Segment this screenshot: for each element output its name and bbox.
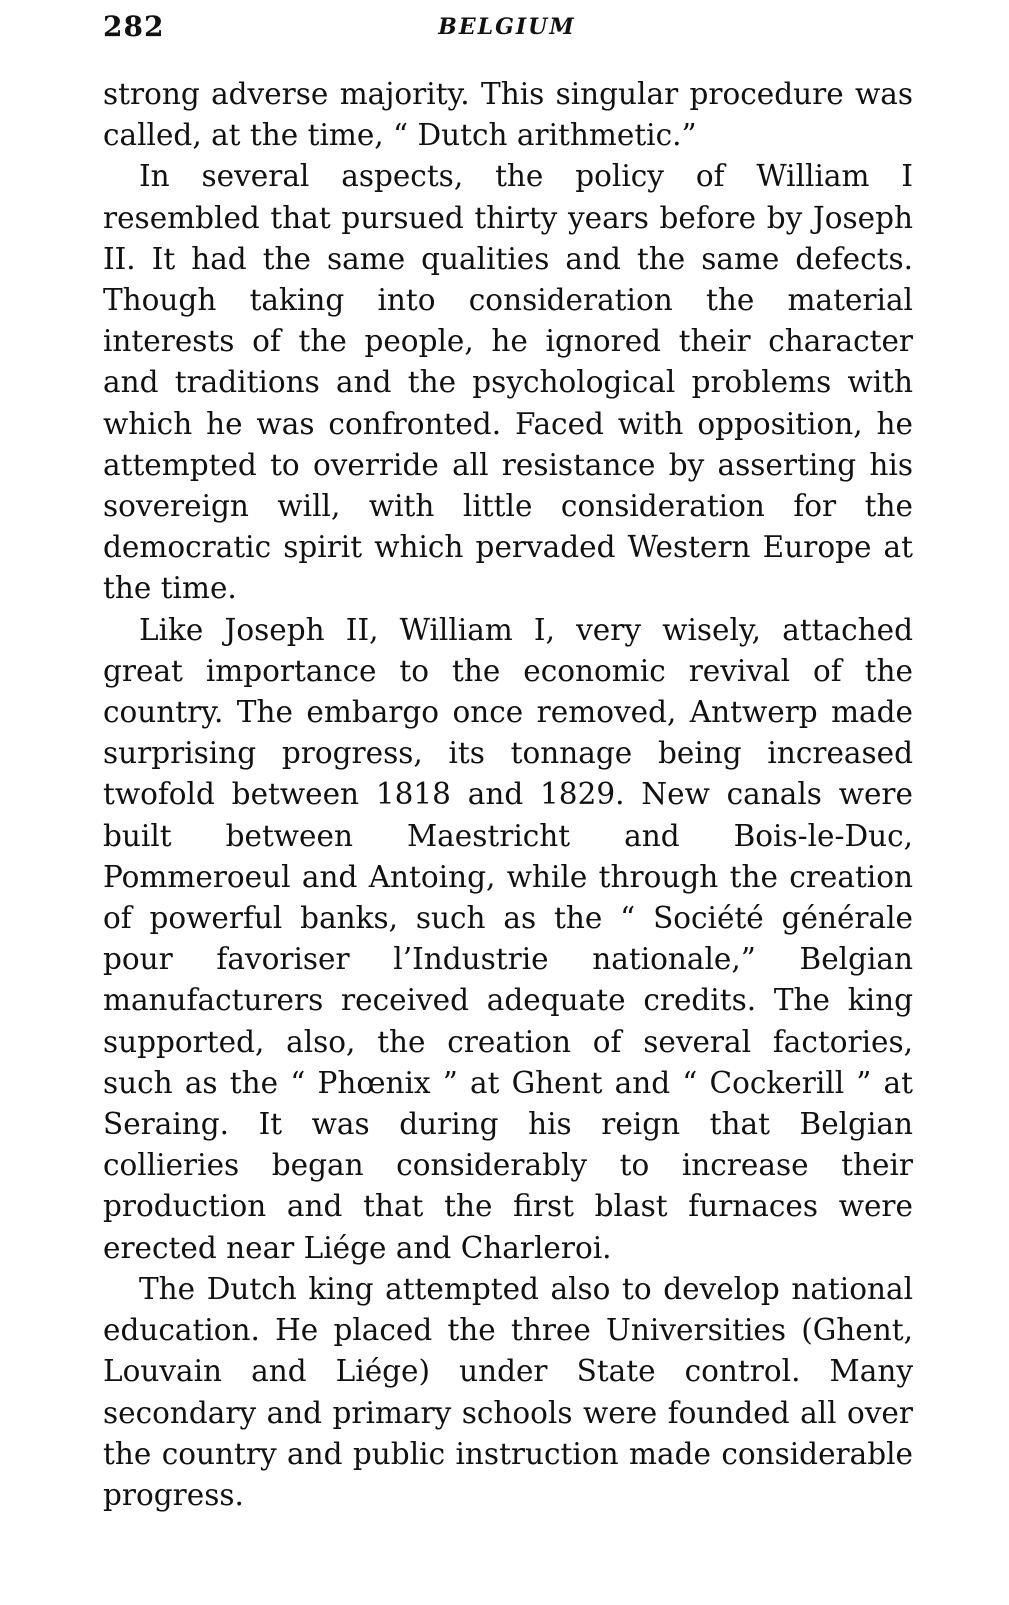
paragraph-policy: In several aspects, the policy of William I resembled that pursued thirty years before by Joseph II. It had the same qualities and the same defects. Though taking into consideration the material interests of the people, he ignored their character and traditions and the psychological problems with which he was confronted. Faced with opposition, he attempted to override all resistance by asserting his sovereign will, with little consideration for the democratic spirit which pervaded Western Europe at the time. (103, 159, 913, 606)
body-text (103, 74, 913, 1516)
running-head (103, 10, 911, 50)
paragraph-education: The Dutch king attempted also to develop national education. He placed the three Universities (Ghent, Louvain and Liége) under State control. Many secondary and primary schools were founded all over the country and public instruction made considerable progress. (103, 1271, 913, 1512)
page-number: 282 (103, 10, 165, 43)
running-title: BELGIUM (438, 14, 576, 40)
paragraph-continued: strong adverse majority. This singular procedure was called, at the time, “ Dutch arithmetic.” (103, 77, 913, 153)
paragraph-economy: Like Joseph II, William I, very wisely, attached great importance to the economic revival of the country. The embargo once removed, Antwerp made surprising progress, its tonnage being increased twofold between 1818 and 1829. New canals were built between Maestricht and Bois-le-Duc, Pommeroeul and Antoing, while through the creation of powerful banks, such as the “ Société générale pour favoriser l’Industrie nationale,” Belgian manufacturers received adequate credits. The king supported, also, the creation of several factories, such as the “ Phœnix ” at Ghent and “ Cockerill ” at Seraing. It was during his reign that Belgian collieries began considerably to increase their production and that the first blast furnaces were erected near Liége and Charleroi. (103, 612, 913, 1265)
